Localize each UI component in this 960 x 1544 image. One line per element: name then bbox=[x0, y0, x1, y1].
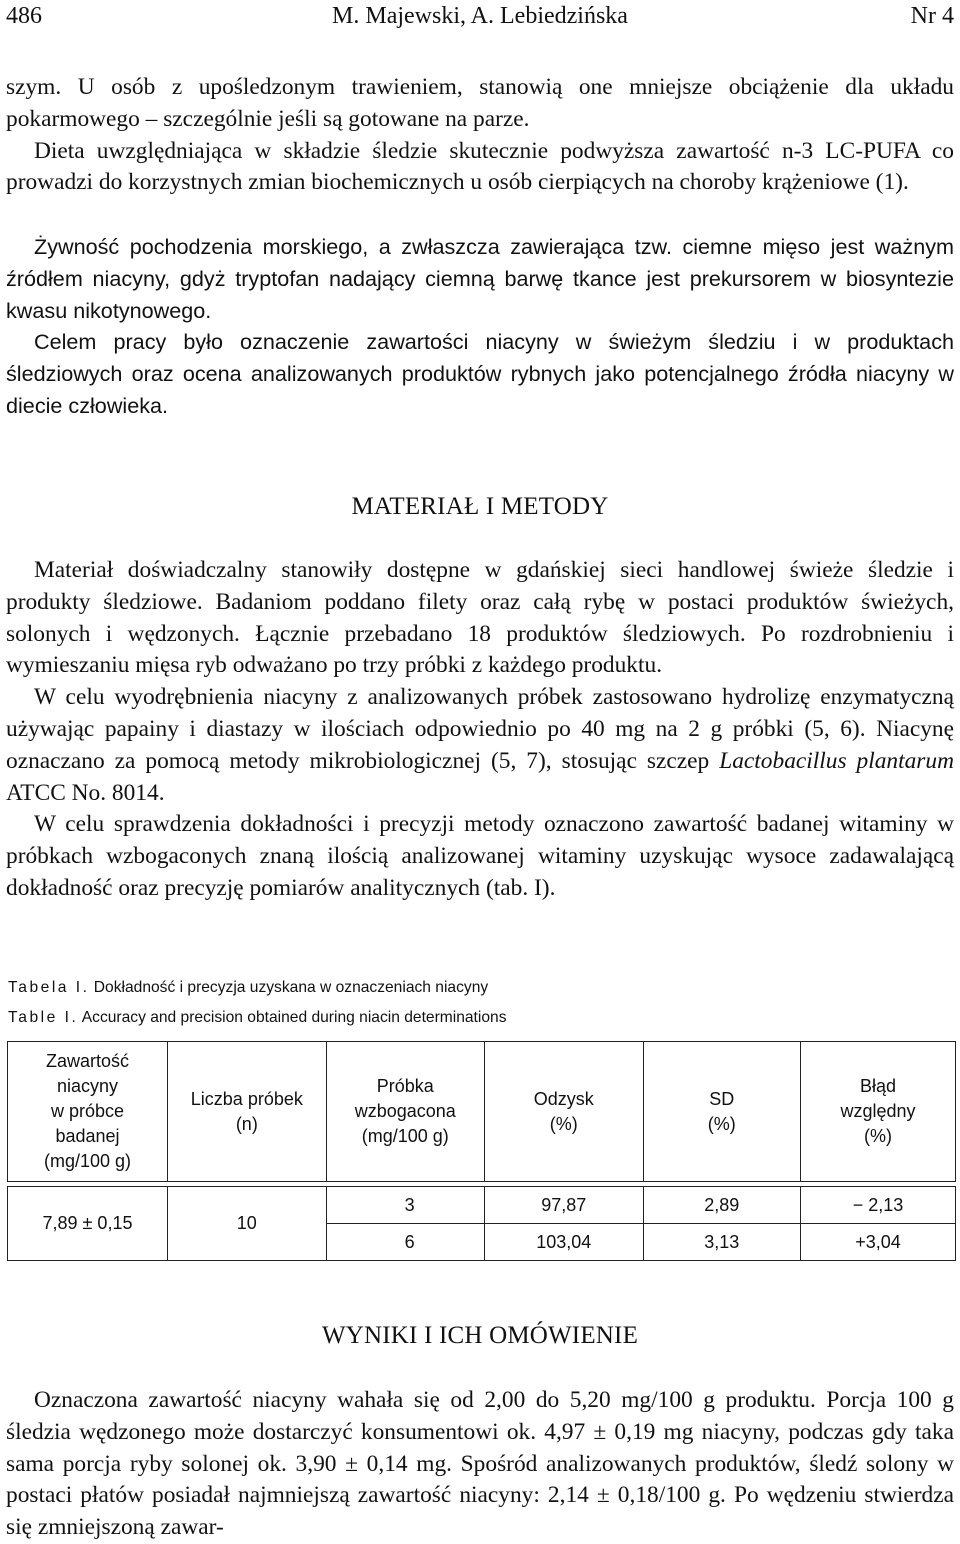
intro-section bbox=[6, 72, 954, 199]
intro-paragraph-2: Dieta uwzględniająca w składzie śledzie skutecznie podwyższa zawartość n-3 LC-PUFA co prowadzi do korzystnych zmian biochemicznych u osób cierpiących na choroby krążeniowe (1). bbox=[6, 137, 954, 196]
header-niacin-content bbox=[8, 1042, 168, 1182]
cell-recovery: 103,04 bbox=[484, 1224, 643, 1261]
methods-paragraph-2-end: ATCC No. 8014. bbox=[6, 779, 165, 806]
species-name: Lactobacillus plantarum bbox=[719, 747, 955, 774]
table-caption-pl bbox=[8, 978, 488, 998]
running-header bbox=[6, 2, 954, 30]
cell-error: − 2,13 bbox=[800, 1187, 955, 1224]
header-line: wzbogacona bbox=[354, 1101, 456, 1121]
header-line: badanej bbox=[55, 1126, 120, 1146]
methods-section bbox=[6, 555, 954, 905]
methods-heading: MATERIAŁ I METODY bbox=[351, 493, 609, 520]
header-line: Liczba próbek bbox=[190, 1088, 303, 1109]
table-caption-pl-text: Dokładność i precyzja uzyskana w oznaczeniach niacyny bbox=[89, 979, 489, 996]
intro-section-sans bbox=[6, 231, 954, 422]
header-sd bbox=[643, 1042, 800, 1182]
cell-spike: 6 bbox=[326, 1224, 484, 1261]
cell-recovery: 97,87 bbox=[484, 1187, 643, 1224]
cell-content: 7,89 ± 0,15 bbox=[8, 1187, 168, 1261]
header-sample-count bbox=[168, 1042, 327, 1182]
header-line: w próbce bbox=[50, 1101, 125, 1121]
header-line: (%) bbox=[707, 1113, 736, 1134]
header-line: niacyny bbox=[56, 1076, 119, 1096]
table-caption-pl-label: Tabela I. bbox=[8, 979, 90, 996]
header-relative-error bbox=[800, 1042, 955, 1182]
cell-spike: 3 bbox=[326, 1187, 484, 1224]
intro-paragraph-4: Celem pracy było oznaczenie zawartości niacyny w świeżym śledziu i w produktach śledziowych oraz ocena analizowanych produktów rybnych jako potencjalnego źródła niacyny w diecie człowieka. bbox=[6, 329, 954, 418]
header-line: (%) bbox=[863, 1126, 892, 1146]
results-heading: WYNIKI I ICH OMÓWIENIE bbox=[321, 1322, 639, 1349]
issue-number: Nr 4 bbox=[910, 3, 954, 29]
header-line: względny bbox=[840, 1101, 916, 1121]
table-caption-en-label: Table I. bbox=[8, 1009, 79, 1026]
methods-paragraph-1: Materiał doświadczalny stanowiły dostępne w gdańskiej sieci handlowej świeże śledzie i produkty śledziowe. Badaniom poddano filety oraz całą rybę w postaci produktów świeżych, solonych i wędzonych. Łącznie przebadano 18 produktów śledziowych. Po rozdrobnieniu i wymieszaniu mięsa ryb odważano po trzy próbki z każdego produktu. bbox=[6, 557, 954, 679]
running-authors: M. Majewski, A. Lebiedzińska bbox=[332, 3, 628, 29]
header-line: Błąd bbox=[859, 1076, 896, 1096]
cell-n: 10 bbox=[168, 1187, 327, 1261]
cell-error: +3,04 bbox=[800, 1224, 955, 1261]
header-recovery bbox=[484, 1042, 643, 1182]
results-paragraph-1: Oznaczona zawartość niacyny wahała się od 2,00 do 5,20 mg/100 g produktu. Porcja 100 g śledzia wędzonego może dostarczyć konsumentowi ok. 4,97 ± 0,19 mg niacyny, podczas gdy taka sama porcja ryby solonej ok. 3,90 ± 0,14 mg. Spośród analizowanych produktów, śledź solony w postaci płatów posiadał najmniejszą zawartość niacyny: 2,14 ± 0,18/100 g. Po wędzeniu stwierdza się zmniejszoną zawar- bbox=[6, 1387, 954, 1541]
header-line: (%) bbox=[549, 1113, 578, 1134]
header-line: (mg/100 g) bbox=[43, 1151, 132, 1171]
header-line: (mg/100 g) bbox=[361, 1126, 449, 1146]
intro-paragraph-1: szym. U osób z upośledzonym trawieniem, stanowią one mniejsze obciążenie dla układu pokarmowego – szczególnie jeśli są gotowane na parze. bbox=[6, 74, 954, 132]
methods-paragraph-2 bbox=[6, 682, 954, 809]
header-line: (n) bbox=[235, 1113, 258, 1134]
accuracy-table bbox=[7, 1041, 956, 1261]
header-line: Odzysk bbox=[533, 1088, 594, 1109]
header-line: Zawartość bbox=[45, 1051, 130, 1071]
methods-paragraph-3: W celu sprawdzenia dokładności i precyzji metody oznaczono zawartość badanej witaminy w próbkach wzbogaconych znaną ilością analizowanej witaminy uzyskując wysoce zadawalającą dokładność oraz precyzję pomiarów analitycznych (tab. I). bbox=[6, 811, 954, 901]
cell-sd: 3,13 bbox=[643, 1224, 800, 1261]
table-caption-en-text: Accuracy and precision obtained during niacin determinations bbox=[78, 1009, 507, 1026]
cell-sd: 2,89 bbox=[643, 1187, 800, 1224]
methods-paragraph-2-text: W celu wyodrębnienia niacyny z analizowanych próbek zastosowano hydrolizę enzymatyczną używając papainy i diastazy w ilościach odpowiednio po 40 mg na 2 g próbki (5, 6). Niacynę oznaczano za pomocą metody mikrobiologicznej (5, 7), stosując szczep bbox=[6, 684, 954, 774]
results-section bbox=[6, 1385, 954, 1544]
header-spiked-sample bbox=[326, 1042, 484, 1182]
page-number: 486 bbox=[6, 3, 42, 29]
table-caption-en bbox=[8, 1008, 507, 1028]
table-row bbox=[8, 1187, 956, 1224]
table-header-row bbox=[8, 1042, 956, 1182]
header-line: SD bbox=[709, 1088, 735, 1109]
header-line: Próbka bbox=[376, 1076, 434, 1096]
intro-paragraph-3: Żywność pochodzenia morskiego, a zwłaszcza zawierająca tzw. ciemne mięso jest ważnym źródłem niacyny, gdyż tryptofan nadający ciemną barwę tkance jest prekursorem w biosyntezie kwasu nikotynowego. bbox=[6, 234, 954, 323]
